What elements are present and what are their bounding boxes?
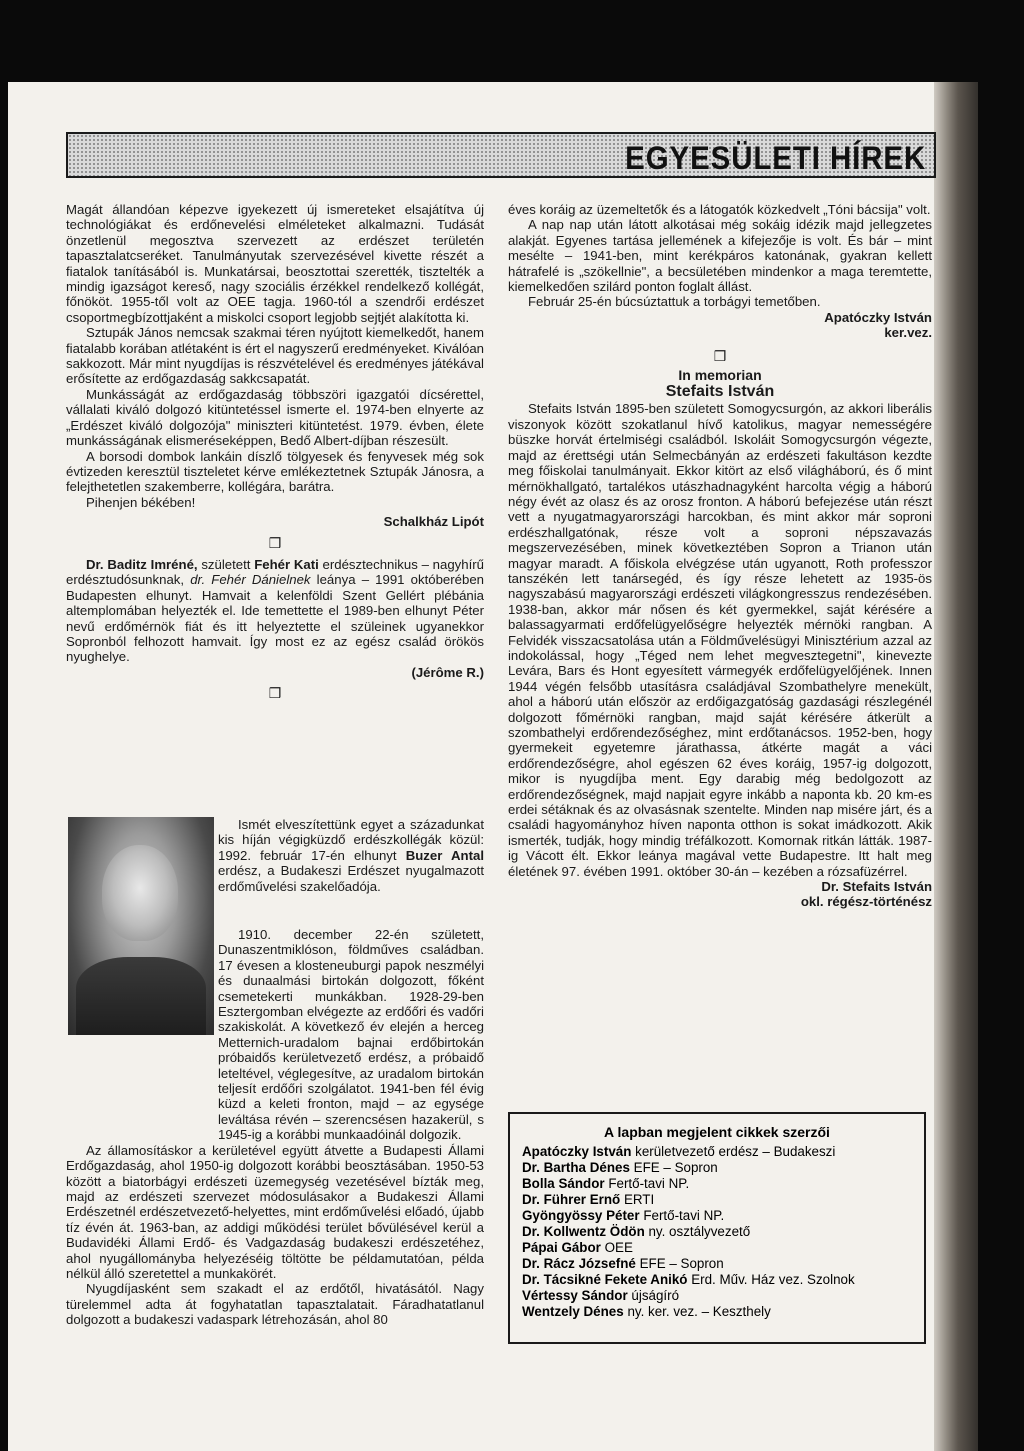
author-row (522, 1288, 912, 1304)
author-row (522, 1208, 912, 1224)
text-span: Ismét elveszítettünk egyet a századunkat kis híján végigküzdő erdészkollégák közül: 1992. február 17-én elhunyt (218, 817, 484, 863)
photo-side-text (218, 817, 484, 894)
paragraph (66, 557, 484, 665)
paragraph: Február 25-én búcsúztattuk a torbágyi temetőben. (528, 294, 821, 310)
author-affiliation: ny. osztályvezető (644, 1224, 751, 1239)
author-name: Dr. Tácsikné Fekete Anikó (522, 1272, 688, 1287)
author-name: Gyöngyössy Péter (522, 1208, 640, 1223)
person-name: Buzer Antal (405, 847, 484, 863)
author-row (522, 1144, 912, 1160)
left-column (66, 202, 484, 702)
paragraph: éves koráig az üzemeltetők és a látogatók közkedvelt „Tóni bácsija" volt. (508, 202, 931, 217)
text-span: erdésztechnikus – nagyhírű erdésztudósunknak, (66, 556, 484, 588)
author-name: Dr. Rácz Józsefné (522, 1256, 636, 1271)
signature-title: okl. régész-történész (800, 894, 932, 910)
author-row (522, 1160, 912, 1176)
separator-bullet: ❒ (268, 685, 282, 702)
author-name: Dr. Führer Ernő (522, 1192, 621, 1207)
author-affiliation: Erd. Műv. Ház vez. Szolnok (687, 1272, 855, 1287)
author-name: Dr. Bartha Dénes (522, 1160, 630, 1175)
paragraph: Nyugdíjasként sem szakadt el az erdőtől, hivatásától. Nagy türelemmel adta át fogyhatatlan tapasztalatait. Fáradhatatlanul dolgozott a budakeszi vadaspark létrehozásán, ahol 80 (66, 1281, 484, 1328)
left-column-lower (66, 927, 484, 1328)
author-name: Bolla Sándor (522, 1176, 605, 1191)
paragraph: Munkásságát az erdőgazdaság többszöri igazgatói dícsérettel, vállalati kiváló dolgozó kitüntetéssel ismerte el. 1974-ben elnyerte az „Erdészet kiváló dolgozója" miniszteri kitüntetést. 1979. évben, élete munkásságának elismeréseképpen, Bedő Albert-díjban részesült. (66, 386, 484, 449)
author-name: Wentzely Dénes (522, 1304, 624, 1319)
author-row (522, 1192, 912, 1208)
author-affiliation: újságíró (627, 1288, 680, 1303)
author-row (522, 1240, 912, 1256)
person-name: Dr. Baditz Imréné, (86, 556, 198, 572)
text-span: erdész, a Budakeszi Erdészet nyugalmazott erdőművelési szakelőadója. (218, 863, 484, 894)
author-name: Dr. Kollwentz Ödön (522, 1224, 645, 1239)
magazine-page (8, 82, 978, 1451)
book-binding (934, 82, 978, 1451)
author-affiliation: OEE (600, 1240, 633, 1255)
paragraph: A nap nap után látott alkotásai még sokáig idézik majd jellegzetes alakját. Egyenes tartása jellemének a kifejezője is volt. És bár – mint mesélte – 1941-ben, mint kerékpáros katonának, gyakran kellett hátrafelé is „szökellnie", a becsületében mindenkor a maga teremtette, kiemelkedően szilárd ponton foglalt állást. (508, 217, 932, 295)
author-affiliation: ERTI (620, 1192, 655, 1207)
paragraph: Az államosításkor a kerületével együtt átvette a Budapesti Állami Erdőgazdaság, ahol 1950-ig dolgozott korábbi beosztásában. 1950-53 között a biatorbágyi erdészeti üzemegység vezetésével bízták meg, majd az erdészeti szervezet módosulásakor a Budakeszi Állami Erdészetnél erdészetvezető-helyettes, mint erdőművelési előadó, újabb tíz évén át. 1963-ban, az addigi működési terület bővülésével kerül a Budavidéki Állami Erdő- és Vadgazdaság budakeszi erdészetéhez, ahol nyugállományba helyezéséig töltötte be példamutatóan, példa nélkül álló szeretettel a munkakörét. (66, 1142, 484, 1281)
section-title: EGYESÜLETI HÍREK (625, 140, 926, 176)
paragraph: Stefaits István 1895-ben született Somogycsurgón, az akkori liberális viszonyok között szokatlanul hívő katolikus, magyar nemességére büszke horvát értelmiségi családból. Iskoláit Somogycsurgón végezte, majd az érettségi után Selmecbányán az erdészeti fakultáson kezdte meg főiskolai tanulmányait. Ekkor kitört az első világháború, és ő mint mérnökhallgató, tartalékos utászhadnagyként harcolta végig a háború négy évét az olasz és az orosz fronton. A háború befejezése után részt vett a nyugatmagyarországi harcokban, és mint akkor már soproni erdészhallgatónak, része volt a soproni népszavazás megszervezésében, minek következtében Sopron a Trianon után magyar maradt. A főiskola elvégzése után ugyanott, Roth professzor tanszékén lett tanársegéd, és így része lehetett az 1935-ös nagyszabású magyarországi erdészeti világkongresszus rendezésében. 1938-ban, akkor már nősen és két gyermekkel, saját kérésére a balassagyarmati erdőfelügyelőségre helyezték mérnöki rangban. A Felvidék visszacsatolása után a Földművelésügyi Minisztérium azzal az indokolással, hogy „Téged nem lehet megvesztegetni", kinevezte Levára, Bars és Hont egyesített vármegyék erdőfelügyelőjének. Innen 1944 végén felsőbb utasításra családjával Szombathelyre menekült, ahol a háború után először az erdőigazgatóság gazdasági részlegénél dolgozott főmérnöki rangban, majd saját kérésére átkerült a szombathelyi erdőrendezőséghez, mint erdőtanácsos. 1952-ben, hogy gyermekeit egyetemre járathassa, átkérte magát a váci erdőrendezőségre, ahol egészen 62 éves koráig, 1957-ig dolgozott, mikor is nyugdíjba ment. Egy darabig még bedolgozott az erdőrendezőségnek, majd napjait egyre inkább a naponta kb. 20 km-es erdei sétáknak és az olvasásnak szentelte. Minden nap misére járt, és a családi hagyományhoz híven naponta otthon is sokat imádkozott. Akik ismerték, tudják, hogy mindig tréfálkozott. Komornak ritkán látták. 1987-ig Vácott élt. Ekkor leánya magával vette Budapestre. Itt halt meg életének 97. évében 1991. október 30-án – kezében a rózsafüzérrel. (508, 401, 932, 879)
author-row (522, 1176, 912, 1192)
text-span: leánya – 1991 októberében Budapesten elhunyt. Hamvait a kelenföldi Szent Gellért plébánia altemplomában helyezték el. Ide temettette el 1989-ben elhunyt Péter nevű erdőmérnök fiát és itt helyeztette el szüleinek ugyanekkor Sopronból felhozott hamvait. Így most ez az egész család örökös nyughelye. (66, 572, 484, 665)
signature: Schalkház Lipót (383, 514, 484, 530)
author-name: Vértessy Sándor (522, 1288, 628, 1303)
author-affiliation: EFE – Sopron (635, 1256, 724, 1271)
author-row (522, 1272, 912, 1288)
author-row (522, 1224, 912, 1240)
author-name: Pápai Gábor (522, 1240, 601, 1255)
author-affiliation: EFE – Sopron (629, 1160, 718, 1175)
author-affiliation: Fertő-tavi NP. (604, 1176, 690, 1191)
text-span: született (197, 556, 255, 572)
paragraph: 1910. december 22-én született, Dunaszentmiklóson, földműves családban. 17 évesen a klosteneuburgi papok neszmélyi és dunaalmási birtokán dolgozott, főként csemetekerti munkákban. 1928-29-ben Esztergomban elvégezte az erdőőri és vadőri szakiskolát. A következő év elején a herceg Metternich-uradalom bajnai erdőbirtokán próbaidős kerületvezető erdész, a próbaidő leteltével, véglegesítve, az uradalom birtokán teljesít erdőőri szolgálatot. 1941-ben fél évig küzd a keleti fronton, majd – az egysége leváltása révén – szerencsésen hazakerül, s 1945-ig a korábbi munkaadóinál dolgozik. (218, 927, 484, 1143)
signature: Apatóczky István (824, 309, 932, 325)
right-column (508, 202, 932, 910)
signature-title: ker.vez. (884, 325, 932, 341)
author-row (522, 1256, 912, 1272)
paragraph: A borsodi dombok lankáin díszlő tölgyesek és fenyvesek még sok évtizeden keresztül tiszteletet kérve emlékeztetnek Sztupák Jánosra, a felejthetetlen szakemberre, kollégára, barátra. (66, 448, 484, 495)
author-affiliation: Fertő-tavi NP. (639, 1208, 725, 1223)
authors-box (508, 1112, 926, 1344)
paragraph (218, 817, 484, 894)
memorial-heading: In memorian (678, 367, 762, 384)
signature: Dr. Stefaits István (821, 879, 932, 895)
author-affiliation: ny. ker. vez. – Keszthely (623, 1304, 771, 1319)
memorial-name: Stefaits István (665, 383, 775, 401)
paragraph: Pihenjen békében! (86, 494, 196, 510)
paragraph: Sztupák János nemcsak szakmai téren nyújtott kiemelkedőt, hanem fiatalabb korában atlétaként is ért el nagyszerű eredményeket. Kiválóan sakkozott. Már mint nyugdíjas is részvételével és eredményes játékával erősítette az erdőgazdaság sakkcsapatát. (66, 325, 484, 387)
signature: (Jérôme R.) (411, 664, 484, 680)
separator-bullet: ❒ (713, 347, 727, 364)
author-name: Apatóczky István (522, 1144, 632, 1159)
section-banner (66, 132, 936, 178)
paragraph: Magát állandóan képezve igyekezett új ismereteket elsajátítva új technológiákat és erdőnevelési elméleteket alkalmazni. Tudását önzetlenül megosztva szervezett az erdészet területén tapasztalatcseréket. Tanulmányutak szervezésével kivette részét a fiatalok tanításából is. Munkatársai, beosztottai szerették, tisztelték a mindig igazságot kereső, nagy szociális érzékkel rendelkező kollégát, főnököt. 1955-től volt az OEE tagja. 1960-tól a szendrői erdészet csoportmegbízottjaként a miskolci csoport legjobb sejtjét alakította ki. (66, 202, 484, 325)
author-row (522, 1304, 912, 1320)
person-name: Fehér Kati (254, 556, 319, 572)
authors-box-title: A lapban megjelent cikkek szerzői (604, 1124, 830, 1140)
person-name: dr. Fehér Dánielnek (190, 572, 311, 588)
separator-bullet: ❒ (268, 534, 282, 551)
authors-list (522, 1144, 912, 1320)
author-affiliation: kerületvezető erdész – Budakeszi (631, 1144, 836, 1159)
